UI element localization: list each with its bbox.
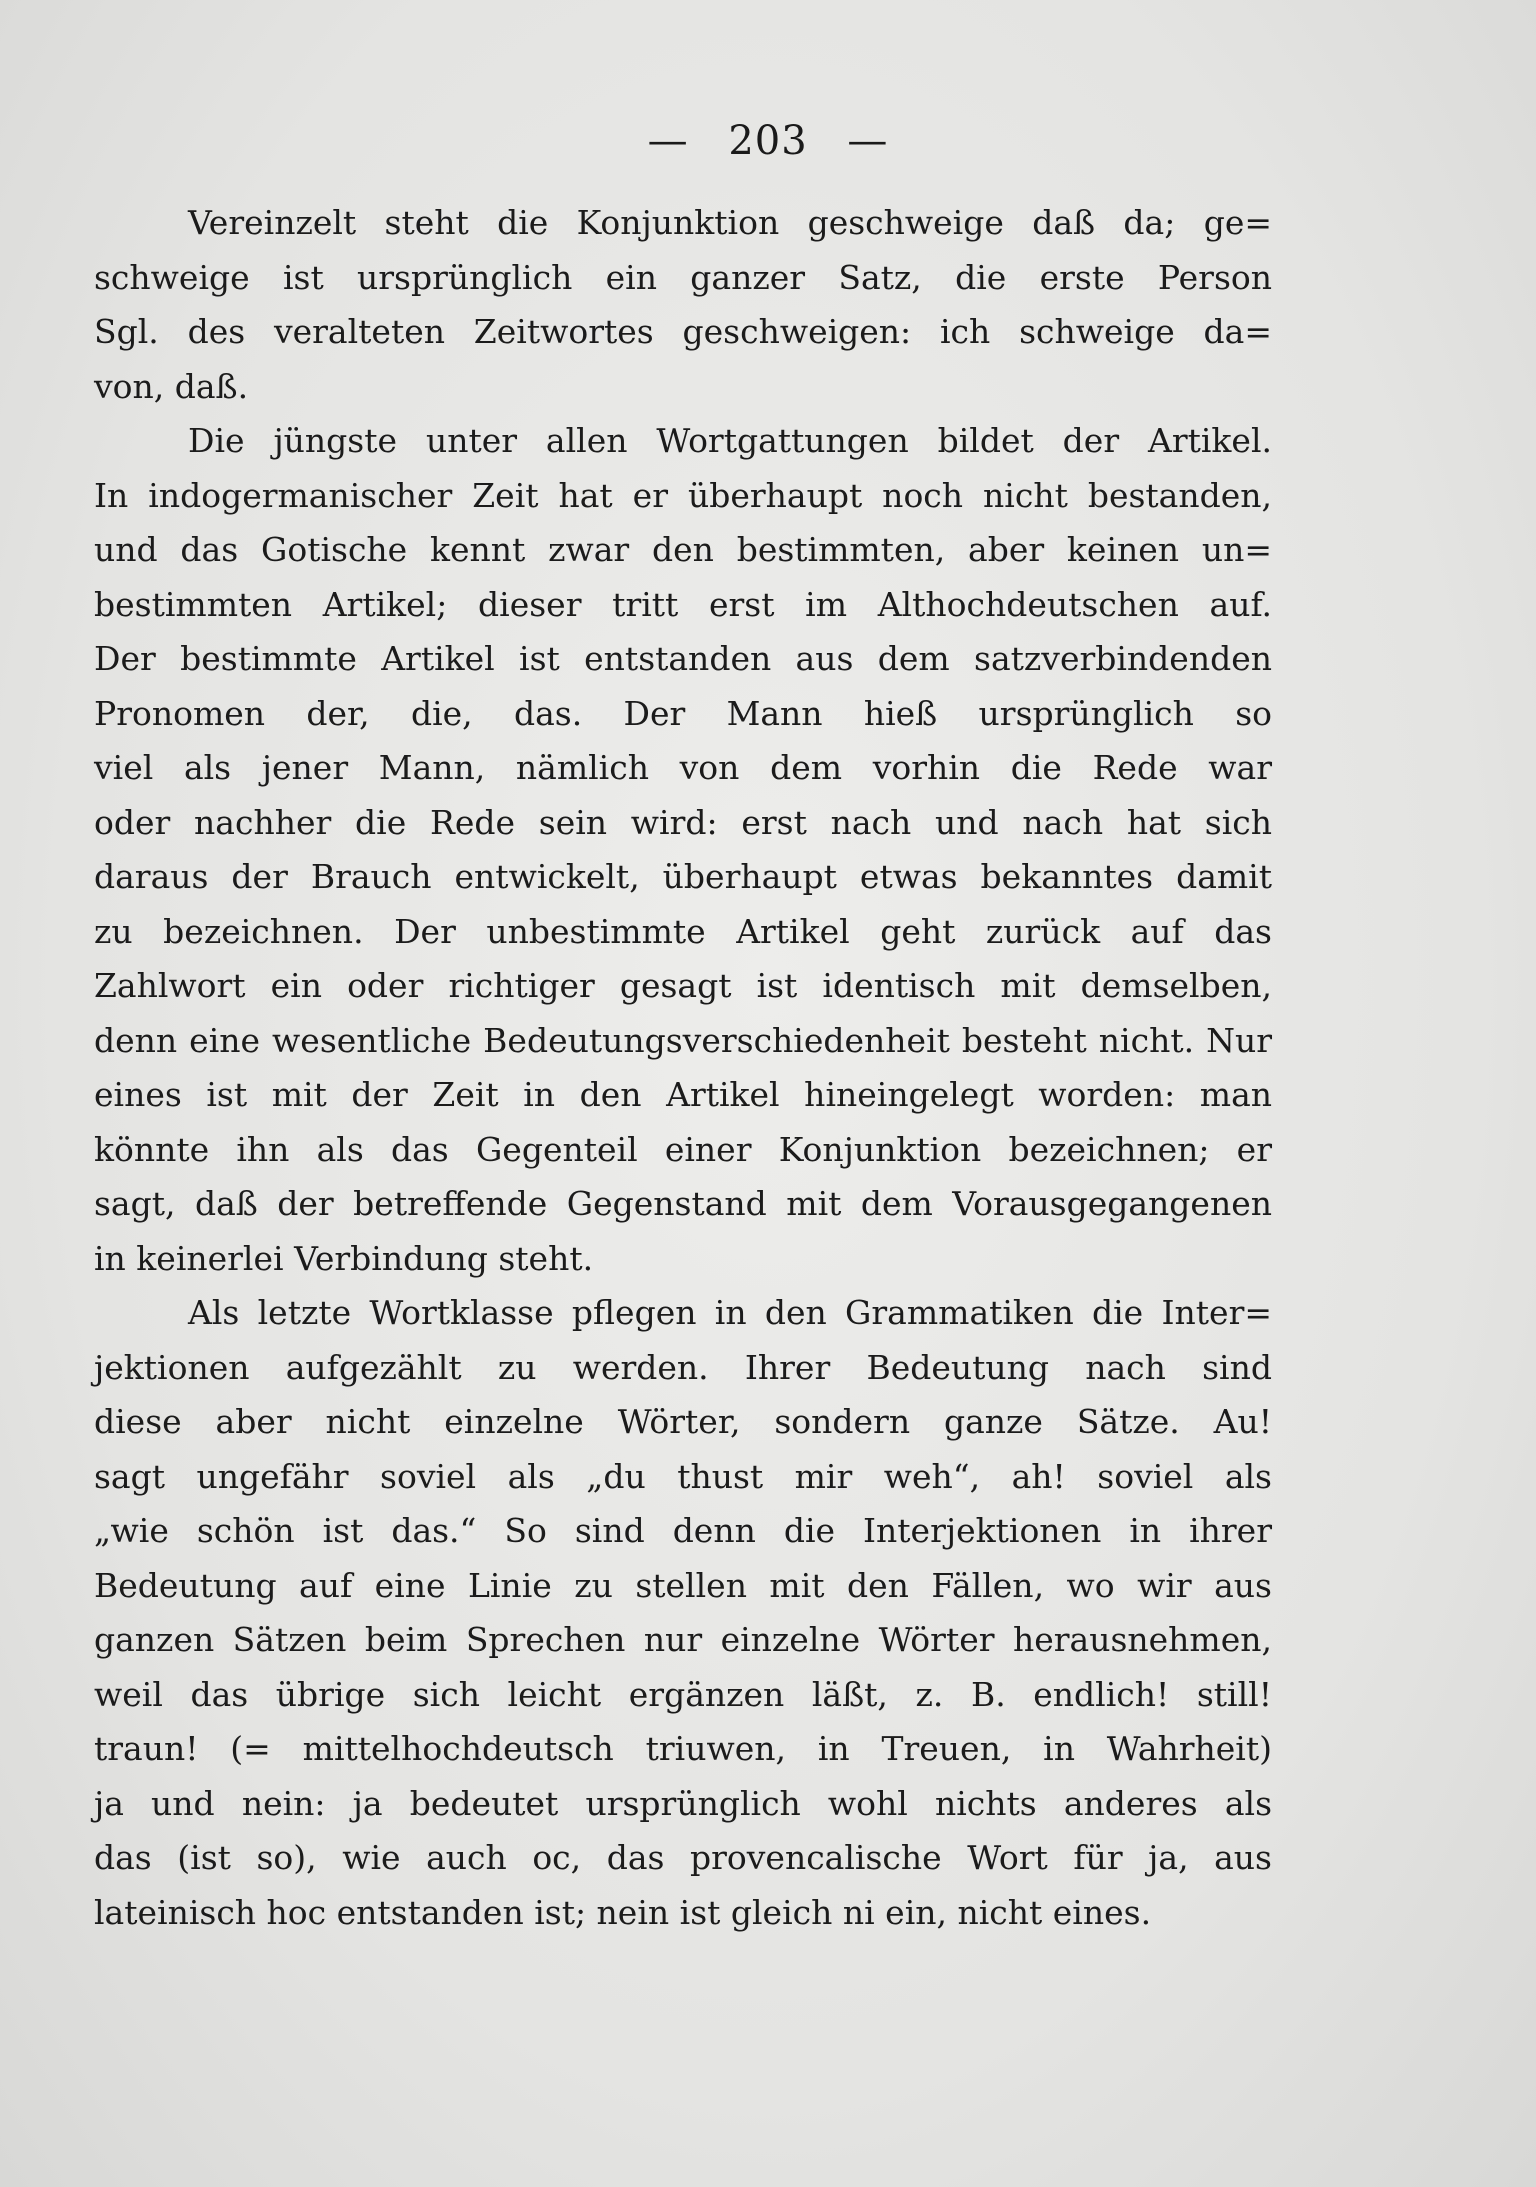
text-line: Der bestimmte Artikel ist entstanden aus dem satzverbindenden xyxy=(94,639,1272,678)
page-number-dash-left: — xyxy=(647,118,689,164)
page-number-value: 203 xyxy=(728,118,808,164)
text-line: ganzen Sätzen beim Sprechen nur einzelne Wörter herausnehmen, xyxy=(94,1620,1272,1659)
text-line: „wie schön ist das.“ So sind denn die Interjektionen in ihrer xyxy=(94,1511,1272,1550)
text-line: viel als jener Mann, nämlich von dem vorhin die Rede war xyxy=(94,748,1272,787)
text-line: Bedeutung auf eine Linie zu stellen mit den Fällen, wo wir aus xyxy=(94,1565,1272,1605)
text-line: denn eine wesentliche Bedeutungsverschiedenheit besteht nicht. Nur xyxy=(94,1020,1272,1060)
text-line: zu bezeichnen. Der unbestimmte Artikel geht zurück auf das xyxy=(94,911,1272,951)
page-number-dash-right: — xyxy=(847,118,889,164)
text-line: Zahlwort ein oder richtiger gesagt ist identisch mit demselben, xyxy=(94,966,1272,1005)
text-line: Die jüngste unter allen Wortgattungen bildet der Artikel. xyxy=(188,421,1272,460)
text-line: weil das übrige sich leicht ergänzen läßt, z. B. endlich! still! xyxy=(94,1674,1272,1714)
text-line: Sgl. des veralteten Zeitwortes geschweigen: ich schweige da= xyxy=(94,312,1272,351)
text-line: In indogermanischer Zeit hat er überhaupt noch nicht bestanden, xyxy=(94,475,1272,515)
text-line: bestimmten Artikel; dieser tritt erst im Althochdeutschen auf. xyxy=(94,584,1272,624)
text-line: traun! (= mittelhochdeutsch triuwen, in Treuen, in Wahrheit) xyxy=(94,1729,1272,1768)
text-line: von, daß. xyxy=(94,366,249,406)
text-line: das (ist so), wie auch oc, das provencalische Wort für ja, aus xyxy=(94,1838,1272,1877)
text-line: ja und nein: ja bedeutet ursprünglich wohl nichts anderes als xyxy=(94,1783,1272,1823)
body-text xyxy=(94,196,1272,1940)
text-line: Als letzte Wortklasse pflegen in den Grammatiken die Inter= xyxy=(188,1293,1272,1332)
text-line: Vereinzelt steht die Konjunktion geschweige daß da; ge= xyxy=(188,203,1272,242)
text-line: Pronomen der, die, das. Der Mann hieß ursprünglich so xyxy=(94,693,1272,733)
page-number xyxy=(0,118,1536,164)
text-line: schweige ist ursprünglich ein ganzer Satz, die erste Person xyxy=(94,257,1272,297)
text-line: diese aber nicht einzelne Wörter, sondern ganze Sätze. Au! xyxy=(94,1402,1272,1441)
text-line: sagt, daß der betreffende Gegenstand mit dem Vorausgegangenen xyxy=(94,1184,1272,1223)
text-line: jektionen aufgezählt zu werden. Ihrer Bedeutung nach sind xyxy=(94,1347,1272,1387)
text-line: in keinerlei Verbindung steht. xyxy=(94,1238,594,1278)
text-line: eines ist mit der Zeit in den Artikel hineingelegt worden: man xyxy=(94,1075,1272,1114)
text-line: sagt ungefähr soviel als „du thust mir weh“, ah! soviel als xyxy=(94,1456,1272,1496)
text-line: und das Gotische kennt zwar den bestimmten, aber keinen un= xyxy=(94,530,1272,569)
text-line: könnte ihn als das Gegenteil einer Konjunktion bezeichnen; er xyxy=(94,1129,1272,1169)
text-line: lateinisch hoc entstanden ist; nein ist gleich ni ein, nicht eines. xyxy=(94,1892,1152,1932)
text-line: daraus der Brauch entwickelt, überhaupt etwas bekanntes damit xyxy=(94,857,1272,896)
text-line: oder nachher die Rede sein wird: erst nach und nach hat sich xyxy=(94,802,1272,842)
